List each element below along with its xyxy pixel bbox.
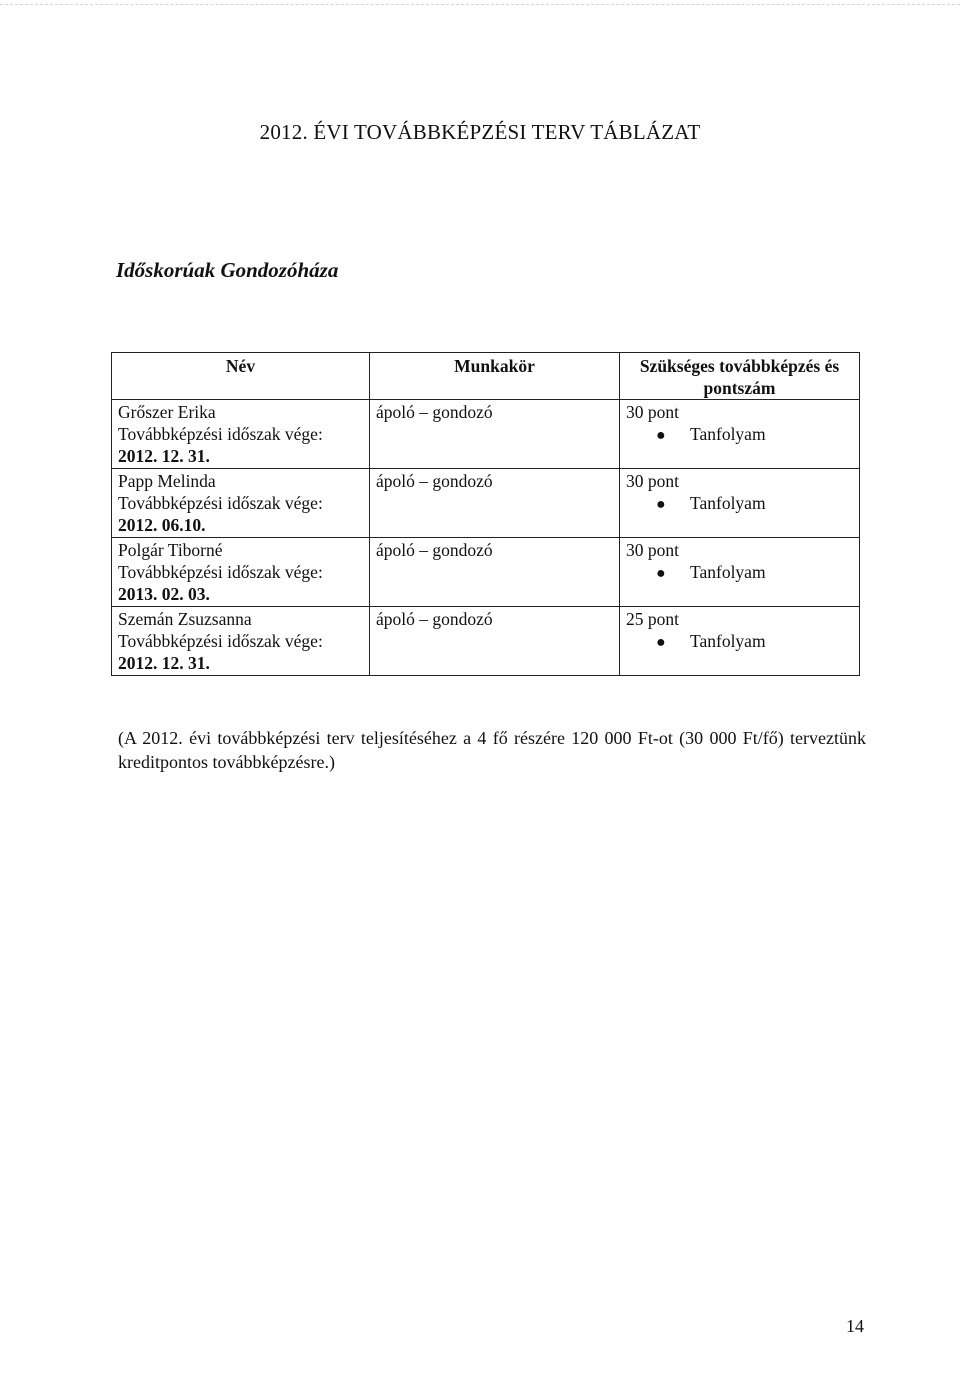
period-label: Továbbképzési időszak vége: — [118, 631, 323, 651]
period-label: Továbbképzési időszak vége: — [118, 562, 323, 582]
period-label: Továbbképzési időszak vége: — [118, 424, 323, 444]
period-end-date: 2012. 12. 31. — [118, 446, 210, 466]
person-name: Papp Melinda — [118, 471, 216, 491]
training-plan-table — [111, 352, 860, 676]
person-name: Polgár Tiborné — [118, 540, 223, 560]
bullet-dot-icon: ● — [656, 565, 666, 582]
role-cell: ápoló – gondozó — [370, 538, 620, 607]
training-type: Tanfolyam — [690, 424, 766, 444]
training-type: Tanfolyam — [690, 493, 766, 513]
period-end-date: 2012. 06.10. — [118, 515, 206, 535]
period-end-date: 2012. 12. 31. — [118, 653, 210, 673]
person-name: Szemán Zsuzsanna — [118, 609, 252, 629]
bullet-dot-icon: ● — [656, 496, 666, 513]
training-type-item — [626, 492, 853, 516]
role-cell: ápoló – gondozó — [370, 469, 620, 538]
requirement-cell — [620, 469, 860, 538]
name-cell — [112, 469, 370, 538]
requirement-cell — [620, 400, 860, 469]
role-cell: ápoló – gondozó — [370, 607, 620, 676]
table-header-row — [112, 353, 860, 400]
training-type-item — [626, 423, 853, 447]
institution-name: Időskorúak Gondozóháza — [116, 258, 339, 282]
person-name: Grőszer Erika — [118, 402, 216, 422]
table-row — [112, 400, 860, 469]
bullet-dot-icon: ● — [656, 634, 666, 651]
training-type: Tanfolyam — [690, 631, 766, 651]
points-value: 30 pont — [626, 540, 679, 560]
bullet-dot-icon: ● — [656, 427, 666, 444]
header-requirement: Szükséges továbbképzés és pontszám — [620, 353, 860, 400]
budget-note: (A 2012. évi továbbképzési terv teljesítéséhez a 4 fő részére 120 000 Ft-ot (30 000 Ft/fő) terveztünk kreditpontos továbbképzésre.) — [118, 728, 866, 772]
name-cell — [112, 538, 370, 607]
training-type-item — [626, 630, 853, 654]
page-title: 2012. ÉVI TOVÁBBKÉPZÉSI TERV TÁBLÁZAT — [259, 120, 701, 144]
requirement-cell — [620, 538, 860, 607]
points-value: 25 pont — [626, 609, 679, 629]
role-cell: ápoló – gondozó — [370, 400, 620, 469]
period-label: Továbbképzési időszak vége: — [118, 493, 323, 513]
header-name: Név — [112, 353, 370, 400]
training-type: Tanfolyam — [690, 562, 766, 582]
page-number: 14 — [846, 1316, 864, 1336]
table-row — [112, 538, 860, 607]
requirement-cell — [620, 607, 860, 676]
name-cell — [112, 607, 370, 676]
table-row — [112, 469, 860, 538]
table-row — [112, 607, 860, 676]
training-type-item — [626, 561, 853, 585]
scan-edge-line — [0, 4, 960, 5]
header-role: Munkakör — [370, 353, 620, 400]
name-cell — [112, 400, 370, 469]
period-end-date: 2013. 02. 03. — [118, 584, 210, 604]
points-value: 30 pont — [626, 471, 679, 491]
points-value: 30 pont — [626, 402, 679, 422]
